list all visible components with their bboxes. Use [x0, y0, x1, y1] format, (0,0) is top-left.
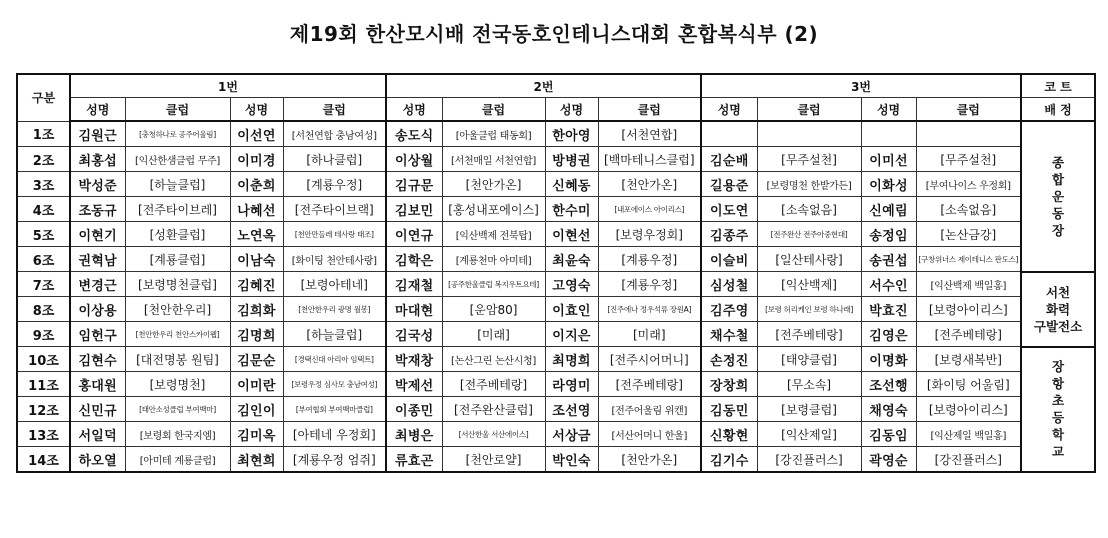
player-name: 곽영순: [861, 447, 916, 473]
player-name: 이종민: [386, 397, 442, 422]
table-row: [17, 247, 1095, 272]
club-name: [천안가온]: [598, 172, 701, 197]
club-name: [논산금강]: [916, 222, 1021, 247]
club-name: [천안한우리 광명 월봉]: [283, 297, 386, 322]
player-name: 이현선: [545, 222, 598, 247]
venue-text: 항: [1052, 376, 1065, 392]
header-club: 클럽: [125, 98, 230, 122]
club-name: [보령명천클럽]: [125, 272, 230, 297]
club-name: [강진플러스]: [916, 447, 1021, 473]
club-name: [강진플러스]: [757, 447, 861, 473]
player-name: 신황현: [701, 422, 757, 447]
group-label: 3조: [17, 172, 70, 197]
header-club: 클럽: [442, 98, 545, 122]
player-name: 이명화: [861, 347, 916, 372]
club-name: [내포에이스 아이리스]: [598, 197, 701, 222]
club-name: [미래]: [598, 322, 701, 347]
club-name: [홍성내포에이스]: [442, 197, 545, 222]
player-name: 송도식: [386, 121, 442, 147]
court-venue: [1021, 272, 1095, 347]
venue-text: 구발전소: [1033, 318, 1083, 334]
club-name: [916, 121, 1021, 147]
club-name: [익산한샘클럽 무주]: [125, 147, 230, 172]
group-label: 9조: [17, 322, 70, 347]
player-name: 김기수: [701, 447, 757, 473]
player-name: 박인숙: [545, 447, 598, 473]
table-row: [17, 222, 1095, 247]
player-name: 한수미: [545, 197, 598, 222]
table-row: [17, 322, 1095, 347]
club-name: [백마테니스클럽]: [598, 147, 701, 172]
club-name: [무주설천]: [916, 147, 1021, 172]
player-name: 이화성: [861, 172, 916, 197]
group-table: [16, 73, 1096, 473]
club-name: [전주완산 전주아중현대]: [757, 222, 861, 247]
club-name: [전주베테랑]: [916, 322, 1021, 347]
club-name: [보령명천]: [125, 372, 230, 397]
club-name: [아미테 계룡클럽]: [125, 447, 230, 473]
player-name: 김현수: [70, 347, 125, 372]
club-name: [천안가온]: [442, 172, 545, 197]
group-label: 6조: [17, 247, 70, 272]
header-name: 성명: [386, 98, 442, 122]
club-name: [전주타이브랙]: [283, 197, 386, 222]
player-name: 라영미: [545, 372, 598, 397]
player-name: 송권섭: [861, 247, 916, 272]
player-name: 손정진: [701, 347, 757, 372]
player-name: 김문순: [230, 347, 283, 372]
venue-text: 학: [1052, 427, 1065, 443]
header-team2: 2번: [386, 74, 701, 98]
club-name: [운암80]: [442, 297, 545, 322]
player-name: 최현희: [230, 447, 283, 473]
player-name: 류효곤: [386, 447, 442, 473]
player-name: 최명희: [545, 347, 598, 372]
club-name: [계룡우정]: [598, 247, 701, 272]
table-row: [17, 372, 1095, 397]
club-name: [미래]: [442, 322, 545, 347]
player-name: 김인이: [230, 397, 283, 422]
club-name: [익산제일]: [757, 422, 861, 447]
table-row: [17, 272, 1095, 297]
club-name: [전주베테랑]: [598, 372, 701, 397]
club-name: [전주베테랑]: [757, 322, 861, 347]
club-name: [화이팅 천안테사랑]: [283, 247, 386, 272]
player-name: 김종주: [701, 222, 757, 247]
club-name: [보령아이리스]: [916, 297, 1021, 322]
club-name: [서천매일 서천연합]: [442, 147, 545, 172]
header-name: 성명: [701, 98, 757, 122]
club-name: [계룡천마 아미테]: [442, 247, 545, 272]
player-name: 조선영: [545, 397, 598, 422]
player-name: 나혜선: [230, 197, 283, 222]
club-name: [대전명봉 원팀]: [125, 347, 230, 372]
club-name: [하늘클럽]: [125, 172, 230, 197]
player-name: 김영은: [861, 322, 916, 347]
player-name: 서상금: [545, 422, 598, 447]
club-name: [하늘클럽]: [283, 322, 386, 347]
club-name: [계룡클럽]: [125, 247, 230, 272]
table-row: [17, 447, 1095, 473]
club-name: [성환클럽]: [125, 222, 230, 247]
player-name: 노연옥: [230, 222, 283, 247]
club-name: [계룡우정 엄쥐]: [283, 447, 386, 473]
player-name: [701, 121, 757, 147]
club-name: [익산백제]: [757, 272, 861, 297]
club-name: [757, 121, 861, 147]
player-name: 이춘희: [230, 172, 283, 197]
venue-text: 운: [1052, 188, 1065, 204]
table-row: [17, 121, 1095, 147]
player-name: 박성준: [70, 172, 125, 197]
table-row: [17, 347, 1095, 372]
court-venue: [1021, 347, 1095, 473]
venue-text: 교: [1052, 444, 1065, 460]
player-name: 이지은: [545, 322, 598, 347]
venue-text: 화력: [1045, 301, 1071, 317]
player-name: 신예림: [861, 197, 916, 222]
header-club: 클럽: [598, 98, 701, 122]
club-name: [보령회 한국지엠]: [125, 422, 230, 447]
club-name: [보령우정 심사모 충남여성]: [283, 372, 386, 397]
header-court-top: 코 트: [1021, 74, 1095, 98]
player-name: 신민규: [70, 397, 125, 422]
club-name: [부여협회 부여백마클럽]: [283, 397, 386, 422]
player-name: 하오열: [70, 447, 125, 473]
player-name: 송정임: [861, 222, 916, 247]
header-group: 구분: [17, 74, 70, 121]
club-name: [익산백제 전북탑]: [442, 222, 545, 247]
court-venue: [1021, 121, 1095, 272]
group-label: 8조: [17, 297, 70, 322]
club-name: [보령우정회]: [598, 222, 701, 247]
table-row: [17, 422, 1095, 447]
player-name: 서일덕: [70, 422, 125, 447]
player-name: 김미옥: [230, 422, 283, 447]
player-name: 장창희: [701, 372, 757, 397]
player-name: 김주영: [701, 297, 757, 322]
venue-text: 서천: [1045, 284, 1071, 300]
club-name: [일산테사랑]: [757, 247, 861, 272]
player-name: 변경근: [70, 272, 125, 297]
club-name: [서산어머니 한울]: [598, 422, 701, 447]
player-name: 최윤숙: [545, 247, 598, 272]
player-name: 임헌구: [70, 322, 125, 347]
club-name: [소속없음]: [757, 197, 861, 222]
player-name: 박효진: [861, 297, 916, 322]
table-row: [17, 197, 1095, 222]
club-name: [무주설천]: [757, 147, 861, 172]
club-name: [계룡우정]: [283, 172, 386, 197]
club-name: [서천연합]: [598, 121, 701, 147]
player-name: 조동규: [70, 197, 125, 222]
club-name: [보령새복반]: [916, 347, 1021, 372]
club-name: [보령클럽]: [757, 397, 861, 422]
venue-text: 종: [1052, 154, 1065, 170]
player-name: 조선행: [861, 372, 916, 397]
club-name: [천안한우리]: [125, 297, 230, 322]
player-name: 김국성: [386, 322, 442, 347]
venue-text: 합: [1052, 171, 1065, 187]
club-name: [보령명천 한밭가든]: [757, 172, 861, 197]
club-name: [전주어울림 위캔]: [598, 397, 701, 422]
club-name: [공주한울클럽 복지우트요테]: [442, 272, 545, 297]
group-label: 10조: [17, 347, 70, 372]
club-name: [천안만들레 테사랑 태조]: [283, 222, 386, 247]
group-label: 12조: [17, 397, 70, 422]
player-name: 이미경: [230, 147, 283, 172]
player-name: 김재철: [386, 272, 442, 297]
club-name: [전주베테랑]: [442, 372, 545, 397]
table-row: [17, 297, 1095, 322]
player-name: 이선연: [230, 121, 283, 147]
table-row: [17, 172, 1095, 197]
club-name: [부여나이스 우정회]: [916, 172, 1021, 197]
table-row: [17, 147, 1095, 172]
header-name: 성명: [545, 98, 598, 122]
club-name: [서산한울 서산에이스]: [442, 422, 545, 447]
club-name: [천안로얄]: [442, 447, 545, 473]
player-name: 채수철: [701, 322, 757, 347]
club-name: [화이팅 어울림]: [916, 372, 1021, 397]
club-name: [보령아이리스]: [916, 397, 1021, 422]
venue-text: 동: [1052, 205, 1065, 221]
player-name: 이현기: [70, 222, 125, 247]
header-club: 클럽: [283, 98, 386, 122]
club-name: [전주완산클럽]: [442, 397, 545, 422]
group-label: 11조: [17, 372, 70, 397]
header-team3: 3번: [701, 74, 1021, 98]
player-name: 채영숙: [861, 397, 916, 422]
player-name: 김명희: [230, 322, 283, 347]
player-name: 김순배: [701, 147, 757, 172]
header-club: 클럽: [916, 98, 1021, 122]
player-name: 이상용: [70, 297, 125, 322]
player-name: 이미선: [861, 147, 916, 172]
player-name: 최홍섭: [70, 147, 125, 172]
table-row: [17, 397, 1095, 422]
club-name: [보령아테네]: [283, 272, 386, 297]
venue-text: 장: [1052, 222, 1065, 238]
club-name: [경택신대 아리아 임택트]: [283, 347, 386, 372]
player-name: 이남숙: [230, 247, 283, 272]
player-name: 최병은: [386, 422, 442, 447]
header-name: 성명: [70, 98, 125, 122]
club-name: [서천연합 충남여성]: [283, 121, 386, 147]
venue-text: 장: [1052, 359, 1065, 375]
player-name: 한아영: [545, 121, 598, 147]
club-name: [천안가온]: [598, 447, 701, 473]
player-name: 김동민: [701, 397, 757, 422]
page-title: 제19회 한산모시배 전국동호인테니스대회 혼합복식부 (2): [289, 22, 819, 46]
player-name: 김규문: [386, 172, 442, 197]
player-name: 박재창: [386, 347, 442, 372]
player-name: 김학은: [386, 247, 442, 272]
player-name: 이효인: [545, 297, 598, 322]
club-name: [충청하나로 공주어울림]: [125, 121, 230, 147]
player-name: 박제선: [386, 372, 442, 397]
club-name: [태안소성클럽 부여백마]: [125, 397, 230, 422]
player-name: 김원근: [70, 121, 125, 147]
venue-text: 초: [1052, 393, 1065, 409]
player-name: 이연규: [386, 222, 442, 247]
club-name: [구창위너스 제이테니스 판도스]: [916, 247, 1021, 272]
player-name: 길용준: [701, 172, 757, 197]
player-name: 김희화: [230, 297, 283, 322]
player-name: 권혁남: [70, 247, 125, 272]
player-name: 김혜진: [230, 272, 283, 297]
club-name: [익산백제 백일홍]: [916, 272, 1021, 297]
group-label: 1조: [17, 121, 70, 147]
club-name: [하나클럽]: [283, 147, 386, 172]
club-name: [계룡우정]: [598, 272, 701, 297]
club-name: [익산제일 백일홍]: [916, 422, 1021, 447]
group-label: 5조: [17, 222, 70, 247]
club-name: [소속없음]: [916, 197, 1021, 222]
group-label: 7조: [17, 272, 70, 297]
group-label: 14조: [17, 447, 70, 473]
player-name: 서수인: [861, 272, 916, 297]
player-name: [861, 121, 916, 147]
group-label: 13조: [17, 422, 70, 447]
player-name: 방병권: [545, 147, 598, 172]
group-label: 2조: [17, 147, 70, 172]
player-name: 이미란: [230, 372, 283, 397]
club-name: [논산그린 논산시청]: [442, 347, 545, 372]
club-name: [아테네 우정회]: [283, 422, 386, 447]
player-name: 심성철: [701, 272, 757, 297]
player-name: 김동임: [861, 422, 916, 447]
player-name: 홍대원: [70, 372, 125, 397]
header-name: 성명: [861, 98, 916, 122]
player-name: 이도연: [701, 197, 757, 222]
player-name: 이상월: [386, 147, 442, 172]
club-name: [천안한우리 천안스카이웹]: [125, 322, 230, 347]
header-team1: 1번: [70, 74, 386, 98]
player-name: 이슬비: [701, 247, 757, 272]
club-name: [보령 허리케인 보령 하나래]: [757, 297, 861, 322]
club-name: [진주에나 정우석류 장원A]: [598, 297, 701, 322]
club-name: [전주시어머니]: [598, 347, 701, 372]
club-name: [무소속]: [757, 372, 861, 397]
club-name: [전주타이브레]: [125, 197, 230, 222]
player-name: 고영숙: [545, 272, 598, 297]
club-name: [태양클럽]: [757, 347, 861, 372]
club-name: [아울클럽 태동회]: [442, 121, 545, 147]
player-name: 신혜동: [545, 172, 598, 197]
header-club: 클럽: [757, 98, 861, 122]
header-court-bottom: 배 정: [1021, 98, 1095, 122]
group-label: 4조: [17, 197, 70, 222]
venue-text: 등: [1052, 410, 1065, 426]
header-name: 성명: [230, 98, 283, 122]
player-name: 마대현: [386, 297, 442, 322]
player-name: 김보민: [386, 197, 442, 222]
